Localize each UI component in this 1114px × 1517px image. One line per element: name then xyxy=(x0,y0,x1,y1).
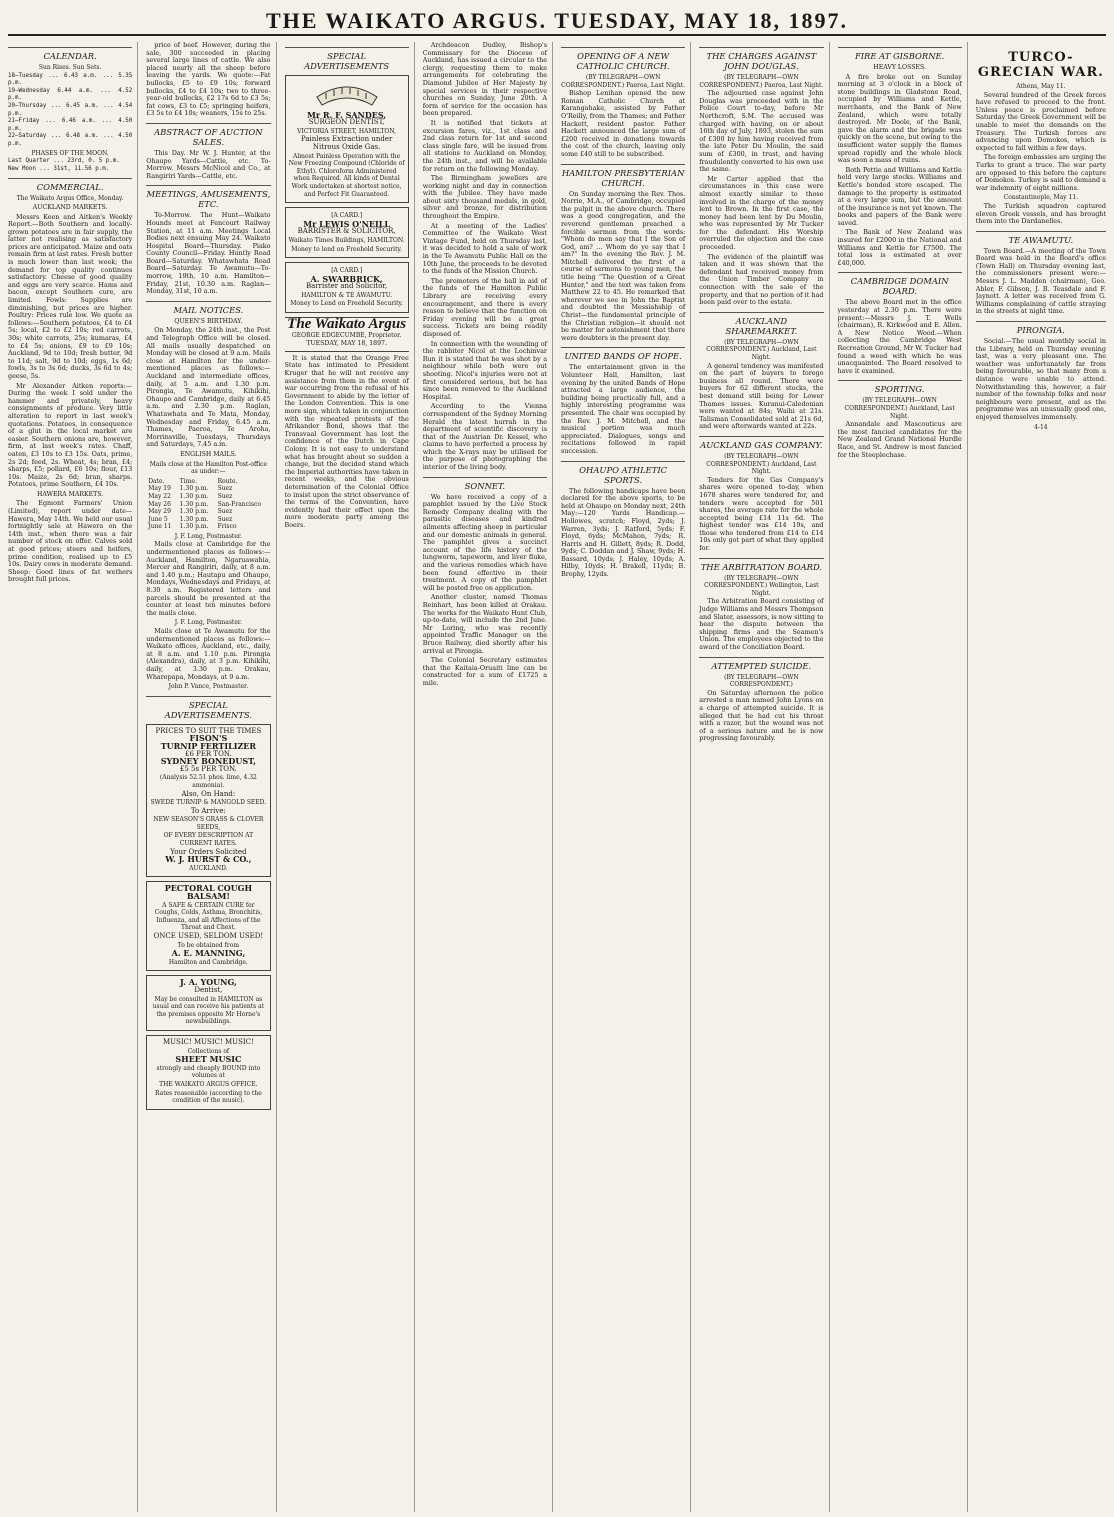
advert-line: J. A. YOUNG, xyxy=(179,977,237,988)
advert-line: Also, On Hand: xyxy=(181,789,236,798)
news-paragraph: Tenders for the Gas Company's shares were opened to-day, when 1678 shares were tendered for, and tenders were accepted for 501 shares, the average rate for the whole accepted being £14 11s 6d. The highest tender was £14 19s, and those who tendered from £14 to £14 10s only got part of what they applied for. xyxy=(699,475,824,553)
hawera-text: The Egmont Farmers' Union (Limited), report under date—Hawera, May 14th. We held our usual fortnightly sale at Hawera on the 14th inst., when there was a fair number of stock on offer. Calves sold at good prices; steers and heifers, prime condition, realised up to £5 10s. Dairy cows in moderate demand. Sheep: Good lines of fat wethers brought full prices. xyxy=(8,499,133,584)
advert-line: MUSIC! MUSIC! MUSIC! xyxy=(162,1037,254,1046)
news-paragraph: Several hundred of the Greek forces have refused to proceed to the front. Unless peace is proclaimed before Saturday the Greek Government will be unable to meet the demands on the Treasury. The Turkish forces are advancing upon Domokos, which is expected to fall within a few days. xyxy=(975,90,1106,152)
denture-icon xyxy=(312,79,382,109)
hawera-heading: HAWERA MARKETS. xyxy=(36,490,104,498)
moon-heading: PHASES OF THE MOON. xyxy=(31,149,109,157)
english-mail-heading: ENGLISH MAILS. xyxy=(180,450,237,458)
table-cell: Suez xyxy=(217,485,233,493)
advert-line: SYDNEY BONEDUST, xyxy=(160,756,256,767)
table-cell: June 11 xyxy=(148,523,172,531)
market-text: Mr Alexander Aitken reports:—During the week I sold under the hammer and privately, heavy consignments of produce. Very little alteration to report in last week's quotations. Potatoes, in consequence of a glut in the local market are easier. Southern onions are, however, firm, at last week's rates. Chaff, oaten, £3 10s to £3 15s. Oats, prime, 2s 2d; feed, 2s. Wheat, 4s; bran, £4; sharps, £5; pollard, £6 10s; flour, £13 10s. Maize, 2s 6d; bran, sharps. Potatoes, prime Southern, £4 10s. xyxy=(8,381,133,489)
news-paragraph: It is notified that tickets at excursion fares, viz., 1st class and 2nd class return for 1st and second class single fare, will be issued from all stations to Auckland on Monday, the 24th inst., and will be available for return on the following Monday. xyxy=(422,118,547,173)
news-paragraph: The evidence of the plaintiff was taken and it was shown that the defendant had received money from the Union Timber Company in connection with the sale of the property, and that no portion of it had been paid over to the estate. xyxy=(699,252,824,307)
article-heading: FIRE AT GISBORNE. xyxy=(838,47,962,61)
auction-heading: ABSTRACT OF AUCTION SALES. xyxy=(146,123,270,147)
closing-mark: 4-14 xyxy=(1034,423,1048,431)
calendar-row: 19—Wednesday 6.44 a.m. ... 4.52 p.m. xyxy=(8,87,133,102)
table-row xyxy=(146,523,270,531)
news-paragraph: A fire broke out on Sunday morning at 3 o'clock in a block of stone buildings in Gladstone Road, occupied by Williams and Kettle, merchants, and the Bank of New Zealand, which were totally destroyed. Mr Doole, of the Bank, gave the alarm and the brigade was quickly on the scene, but owing to the insufficient water supply the flames spread rapidly and the whole block was soon a mass of ruins. xyxy=(837,72,962,165)
table-cell: May 29 xyxy=(148,508,171,516)
news-paragraph: The entertainment given in the Volunteer Hall, Hamilton, last evening by the united Bands of Hope attracted a large audience, the building being practically full, and a highly interesting programme was presented. The chair was occupied by the Rev. J. M. Mitchell, and the musical portion was much appreciated. Dialogues, songs and recitations followed in rapid succession. xyxy=(561,363,686,455)
table-cell: 1.30 p.m. xyxy=(179,492,209,500)
news-paragraph: In connection with the wounding of the rabbiter Nicol at the Lochinvar Run it is stated that he was shot by a neighbour while both were out shooting. Nicol's injuries were not at first considered serious, but he has since been removed to the Auckland Hospital. xyxy=(422,339,547,401)
article-heading: UNITED BANDS OF HOPE. xyxy=(561,347,685,361)
news-paragraph: On Sunday morning the Rev. Thos. Norrie, M.A., of Cambridge, occupied the pulpit in the above church. There was a good congregation, and the reverend gentleman preached a forcible sermon from the words: "Whom do men say that I the Son of God, am? ... Whom do ye say that I am?" In the evening the Rev. J. M. Mitchell delivered the first of a course of sermons to young men, the title being "The Question of a Great Hunter," and the text was taken from Matthew 22 to 45. He remarked that wherever we see in John the Baptist and doubted the Messiahship of Christ—the fundamental principle of the Christian religion—it should not be matter for astonishment that there were doubters in the present day. xyxy=(561,189,686,342)
table-row xyxy=(146,493,270,501)
table-cell: San-Francisco xyxy=(217,500,261,508)
table-cell: 1.30 p.m. xyxy=(179,515,209,523)
dentist-young-advert xyxy=(146,975,270,1031)
advert-line: To Arrive: xyxy=(190,806,226,815)
special-ads-heading: SPECIAL ADVERTISEMENTS. xyxy=(146,696,270,720)
news-paragraph: The adjourned case against John Douglas was proceeded with in the Police Court to-day, before Mr Northcroft, S.M. The accused was charged with having, on or about 16th day of July, 1893, stolen the sum of £300 by him having received from the late Peter Du Moulin, the said sum of £300, in trust, and having fraudulently converted to his own use the same. xyxy=(699,89,824,174)
meetings-heading: MEETINGS, AMUSEMENTS, ETC. xyxy=(146,185,270,209)
publication-date: TUESDAY, MAY 18, 1897. xyxy=(306,340,387,348)
sonnet-heading: SONNET. xyxy=(423,477,547,491)
postmaster-sign: J. F. Long, Postmaster. xyxy=(174,532,242,540)
awamutu-mail-text: Mails close at Te Awamutu for the undermentioned places as follows:—Waikato offices, Auckland, etc., daily, at 8 a.m. and 1.10 p.m. Pirongia (Alexandra), daily, at 3 p.m. Kihikihi, daily, at 3.30 p.m. Orakau, Wharepapa, Mondays, at 9 a.m. xyxy=(146,627,271,681)
article-heading: AUCKLAND SHAREMARKET. xyxy=(699,312,823,336)
calendar-row: 21—Friday ... 6.46 a.m. ... 4.50 p.m. xyxy=(8,118,133,132)
english-mail-sub: Mails close at the Hamilton Post-office as under:— xyxy=(149,460,268,476)
advert-line: SURGEON DENTIST, xyxy=(308,118,385,127)
advert-line: TURNIP FERTILIZER xyxy=(160,740,257,751)
mail-text: On Monday, the 24th inst., the Post and Telegraph Office will be closed. All mails usually despatched on Monday will be closed at 9 a.m. Mails close at Hamilton for the under-mentioned places as follows:—Auckland and intermediate offices, daily, at 5 a.m. and 1.30 p.m. Pirongia, Te Awamutu, Kihikihi, Ohaupo and Cambridge, daily at 6.45 a.m. and 2.30 p.m. Raglan, Whatawhata and Te Mata, Monday, Wednesday and Friday, 6.45 a.m. Thames, Paeroa, Te Aroha, Morrinsville, Tuesdays, Thursdays and Saturdays, 7.45 a.m. xyxy=(146,326,271,449)
news-paragraph: The Birmingham jewellers are working night and day in connection with the Jubilee. They have made about sixty thousand medals, in gold, silver and bronze, for distribution throughout the Empire. xyxy=(422,174,547,221)
advert-line: Dentist, xyxy=(194,985,223,994)
calendar-row: 20—Thursday ... 6.45 a.m. ... 4.54 p.m. xyxy=(8,102,133,117)
swarbrick-card xyxy=(285,262,409,313)
advert-line: VICTORIA STREET, HAMILTON, xyxy=(297,127,397,135)
calendar-row: 18—Tuesday ... 6.43 a.m. ... 5.35 p.m. xyxy=(8,72,133,87)
table-cell: June 5 xyxy=(148,515,168,523)
news-paragraph: Social.—The usual monthly social in the Library, held on Thursday evening last, was a very pleasant one. The weather was unfortunately far from being favourable, so that many from a distance were unable to attend. Notwithstanding this, however, a fair number of the township folks and near neighbours were present, and as the programme was an unusually good one, enjoyed themselves immensely. xyxy=(975,337,1106,421)
news-paragraph: The following handicaps have been declared for the above sports, to be held at Ohaupo on Monday next, 24th May:—120 Yards Handicap.—Hollowes, scratch; Floyd, 2yds; J. Warren, 3yds; J. Ratford, 5yds; F. Floyd, 6yds; McMahon, 7yds; R. Harris and H. Gillett, 8yds; R. Dodd, 9yds; C. Doddan and J. Shaw, 9yds; H. Bassard, 10yds; J. Haley, 10yds; A. Hilby, 10yds; H. Brakell, 11yds; B. Brophy, 12yds. xyxy=(561,486,686,579)
advert-line: Collections of xyxy=(187,1047,230,1055)
table-cell: Suez xyxy=(217,492,233,500)
article-heading: ATTEMPTED SUICIDE. xyxy=(699,657,823,671)
advert-line: Mr LEWIS O'NEILL xyxy=(303,218,390,229)
table-row xyxy=(146,485,270,493)
news-paragraph: The promoters of the ball in aid of the funds of the Hamilton Public Library are receiving every encouragement, and there is every reason to believe that the function on Friday evening will be a great success. Tickets are being readily disposed of. xyxy=(422,276,547,338)
news-paragraph: Bishop Lenihan opened the new Roman Catholic Church at Karangahake, assisted by Father O'Reilly, from the Thames; and Father Hackett, resident pastor. Father Hackett announced the large sum of £200 received in donations towards the cost of the church, leaving only some £40 still to be subscribed. xyxy=(561,89,686,158)
postmaster-sign: John P. Vance, Postmaster. xyxy=(168,683,249,691)
advert-line: [A CARD.] xyxy=(331,212,363,220)
news-paragraph: A general tendency was manifested on the part of buyers to forego business all round. There were buyers for 62 different stocks, the best demand still being for Lower Thames issues. Kuranui-Caledonian were wanted at 84s; Waihi at 21s. Talisman Consolidated sold at 21s 6d, and were afterwards wanted at 22s. xyxy=(699,361,824,431)
columns xyxy=(8,42,1106,1512)
advert-line: HAMILTON & TE AWAMUTU. xyxy=(301,291,393,299)
calendar-header: Sun Rises. Sun Sets. xyxy=(38,64,102,71)
article-dateline: (BY TELEGRAPH—OWN CORRESPONDENT.) Paeroa, Last Night. xyxy=(699,74,824,89)
column-3 xyxy=(285,42,415,1512)
table-header: Route. xyxy=(217,477,238,485)
masthead: THE WAIKATO ARGUS. TUESDAY, MAY 18, 1897. xyxy=(8,6,1106,36)
advert-line: NEW SEASON'S GRASS & CLOVER SEEDS, xyxy=(153,816,264,831)
mail-heading: MAIL NOTICES. xyxy=(146,301,270,315)
article-heading: OHAUPO ATHLETIC SPORTS. xyxy=(561,461,685,485)
news-paragraph: The foreign embassies are urging the Turks to grant a truce. The war party are opposed to this before the capture of Domokos. Turkey is said to demand a war indemnity of eight millions. xyxy=(975,153,1106,192)
advert-line: A. E. MANNING, xyxy=(171,948,246,959)
sandes-dentist-advert xyxy=(285,75,409,203)
table-header: Date. xyxy=(148,477,165,485)
advert-line: Mr R. F. SANDES, xyxy=(307,109,387,120)
advert-line: SHEET MUSIC xyxy=(175,1054,242,1065)
article-dateline: (BY TELEGRAPH—OWN CORRESPONDENT.) Paeroa, Last Night. xyxy=(561,74,686,89)
table-cell: May 26 xyxy=(148,500,171,508)
news-paragraph: Another cluster, named Thomas Reinhart, has been killed at Orakau. The works for the Waikato Hunt Club, up-to-date, will include the 2nd June. Mr Loring, who was recently appointed Traffic Manager on the Bruce Railway, died shortly after his arrival at Pirongia. xyxy=(422,593,547,655)
article-heading: SPORTING. xyxy=(838,380,962,394)
advert-line: BALSAM! xyxy=(186,891,230,902)
article-heading: CAMBRIDGE DOMAIN BOARD. xyxy=(838,272,962,296)
advert-line: PECTORAL COUGH xyxy=(164,883,253,894)
moon-row: Last Quarter ... 23rd, 0. 5 p.m. xyxy=(8,158,120,165)
news-paragraph: The Bank of New Zealand was insured for £2000 in the National and Williams and Kettle for £7500. The total loss is estimated at over £40,000. xyxy=(837,228,962,267)
article-heading: HAMILTON PRESBYTERIAN CHURCH. xyxy=(561,164,685,188)
advert-line: SWEDE TURNIP & MANGOLD SEED. xyxy=(150,799,267,807)
commercial-text: Messrs Keen and Aitken's Weekly Report.—Both Southern and locally-grown potatoes are in fair supply, the latter not realising as satisfactory prices are anticipated. Maize and oats remain firm at last rates. Fresh butter is much lower than last week; the demand for top quality continues satisfactory. Cheese of good quality and eggs are very scarce. Hams and bacon, except Southern cure, are limited. Fowls: Supplies are diminishing, but prices are higher. Poultry: Prices rule low. We quote as follows:—Southern potatoes, £4 to £4 5s; local, £2 to £2 10s; red carrots, 30s; white carrots, 25s; kumaras, £4 to £4 5s; onions, £9 to £9 10s; Auckland, 9d to 10d; fresh butter, 9d to 11d; salt, 9d to 10d; eggs, 1s 6d; fowls, 3s to 3s 6d; ducks, 3s 6d to 4s; geese, 5s. xyxy=(8,212,133,380)
table-row xyxy=(146,501,270,509)
column-2 xyxy=(146,42,276,1512)
table-cell: May 22 xyxy=(148,492,171,500)
advert-line: Painless Extraction under Nitrous Oxide Gas. xyxy=(300,135,393,151)
auction-text: This Day. Mr W. J. Hunter, at the Ohaupo Yards—Cattle, etc. To-Morrow. Messrs McNicol and Co., at Rangiriri Yards—Cattle, etc. xyxy=(146,148,271,180)
table-row xyxy=(146,508,270,516)
news-paragraph: Town Board.—A meeting of the Town Board was held in the Board's office (Town Hall) on Thursday evening last, the commissioners present were:—Messrs J. L. Madden (chairman), Geo. Abler, F. Gibson, J. B. Teasdale and F. Jaynott. A letter was received from G. Williams complaining of cattle straying in the streets at night time. xyxy=(975,246,1106,316)
advert-line: ONCE USED, SELDOM USED! xyxy=(153,932,264,940)
calendar-row: 22—Saturday ... 6.48 a.m. ... 4.50 p.m. xyxy=(8,133,133,147)
article-subheading: HEAVY LOSSES. xyxy=(873,64,926,71)
article-heading: PIRONGIA. xyxy=(976,321,1106,335)
advert-line: Your Orders Solicited xyxy=(170,847,247,856)
meetings-text: To-Morrow. The Hunt—Waikato Hounds meet at Fencourt Railway Station, at 11 a.m. Meetings Local Bodies next ensuing May 24. Waikato Hospital Board—Thursday. Piako County Council—Friday. Huntly Road Board—Saturday. Whatawhata Road Board—Saturday. Te Awamutu—To-morrow, 19th, 10 a.m. Hamilton—Friday, 21st, 10.30 a.m. Raglan—Monday, 31st, 10 a.m. xyxy=(146,211,271,296)
advert-line: Waikato Times Buildings, HAMILTON. xyxy=(288,236,405,244)
news-paragraph: Archdeacon Dudley, Bishop's Commissary for the Diocese of Auckland, has issued a circular to the clergy, requesting them to make arrangements for celebrating the Diamond Jubilee of Her Majesty by special services in their respective churches on Sunday, June 20th. A form of service for the occasion has been prepared. xyxy=(422,42,547,118)
article-dateline: (BY TELEGRAPH—OWN CORRESPONDENT.) Wellington, Last Night. xyxy=(704,574,819,597)
advert-line: W. J. HURST & CO., xyxy=(165,854,252,865)
column-8 xyxy=(976,42,1106,1512)
news-paragraph: The above Board met in the office yesterday at 2.30 p.m. There were present:—Messrs J. T. Wells (chairman), R. Kirkwood and E. Allen. A New Notice Wood.—When collecting the Cambridge West Recreation Ground, Mr W. Tucker had found a weed with which he was unacquainted. The Board resolved to have it examined. xyxy=(837,298,962,375)
postmaster-sign: J. F. Long, Postmaster. xyxy=(174,619,242,627)
table-cell: Frisco xyxy=(217,523,237,531)
english-mail-table xyxy=(146,478,270,531)
table-cell: Suez xyxy=(217,508,233,516)
sheet-music-advert xyxy=(146,1035,270,1110)
advert-line: £5 5s PER TON. xyxy=(179,764,237,773)
article-heading: OPENING OF A NEW CATHOLIC CHURCH. xyxy=(561,47,685,71)
publication-proprietor: GEORGE EDGECUMBE, Proprietor. xyxy=(291,331,402,339)
advert-line: £6 PER TON. xyxy=(184,749,232,758)
moon-row: New Moon ... 31st, 11.56 p.m. xyxy=(8,165,110,172)
fisons-advert xyxy=(146,724,270,878)
article-heading: AUCKLAND GAS COMPANY. xyxy=(699,436,823,450)
table-cell: 1.30 p.m. xyxy=(179,500,209,508)
column-7 xyxy=(838,42,968,1512)
commercial-heading: COMMERCIAL. xyxy=(8,178,132,192)
column-6 xyxy=(699,42,829,1512)
calendar-heading: CALENDAR. xyxy=(8,47,132,61)
table-cell: May 19 xyxy=(148,485,171,493)
advert-line: (Analysis 52.51 phos. lime, 4.32 ammonia). xyxy=(159,774,257,789)
article-dateline: (BY TELEGRAPH—OWN CORRESPONDENT.) xyxy=(724,673,799,689)
news-paragraph: According to the Vienna correspondent of the Sydney Morning Herald the latest hurrah in the department of scientific discovery is that of the Austrian Dr. Kessel, who claims to have perfected a process by which the X-rays may be utilised for the purpose of photographing the interior of the living body. xyxy=(422,402,547,472)
advert-line: PRICES TO SUIT THE TIMES xyxy=(155,726,262,735)
news-paragraph: At a meeting of the Ladies' Committee of the Waikato West Vintage Fund, held on Thursday last, it was decided to hold a sale of work in the Te Awamutu Public Hall on the 10th June, the proceeds to be devoted to the funds of the Mission Church. xyxy=(422,221,547,276)
article-dateline: (BY TELEGRAPH—OWN CORRESPONDENT.) Auckland, Last Night. xyxy=(706,338,817,361)
table-row xyxy=(146,516,270,524)
news-paragraph: We have received a copy of a pamphlet issued by the Live Stock Remedy Company dealing with the parasitic diseases and kindred ailments affecting sheep in particular and our domestic animals in general. The pamphlet gives a succinct account of the life history of the lungworm, tapeworm, and liver fluke, and the various remedies which have been found effective in their treatment. A copy of the pamphlet will be posted free on application. xyxy=(422,492,547,592)
advert-line: A. SWARBRICK, xyxy=(310,273,383,284)
advert-line: A SAFE & CERTAIN CURE for Coughs, Colds, Asthma, Bronchitis, Influenza, and all Affections of the Throat and Chest. xyxy=(154,901,263,932)
table-cell: 1.30 p.m. xyxy=(179,508,209,516)
table-header: Time. xyxy=(179,477,197,485)
advert-line: AUCKLAND. xyxy=(189,864,228,872)
advert-line: strongly and cheaply BOUND into volumes at xyxy=(156,1064,261,1080)
article-dateline: (BY TELEGRAPH—OWN CORRESPONDENT.) Auckland, Last Night. xyxy=(844,397,955,420)
leader-article: It is stated that the Orange Free State has intimated to President Kruger that he will not receive any assistance from them in the event of war occurring from the refusal of his Government to abide by the letter of the London Convention. This is one more sign, which taken in conjunction with the repeated protests of the Afrikander Bond, shows that the Transvaal Government has lost the confidence of the Dutch in Cape Colony. It is not easy to understand what has brought about so sudden a change, but the decided stand which the Imperial authorities have taken in recent weeks, and the obvious determination of the Colonial Office to insist upon the strict observance of the terms of the Convention, have evidently had their effect upon the more moderate party among the Boers. xyxy=(284,353,409,529)
article-heading: THE ARBITRATION BOARD. xyxy=(699,558,823,572)
advert-line: Almost Painless Operation with the New Freezing Compound (Chloride of Ethyl). Chloroform Administered when Required. All kinds of Dental Work undertaken at shortest notice, and Perfect Fit Guaranteed. xyxy=(288,152,405,198)
advert-line: Rates reasonable (according to the condition of the music). xyxy=(154,1089,262,1105)
news-paragraph: Both Pettie and Williams and Kettle held very large stocks. Williams and Kettle's bonded store escaped. The damage to the property is estimated at a very large sum, but the amount of the insurance is not yet known. The books and papers of the Bank were saved. xyxy=(837,165,962,227)
advert-line: Money to Lend on Freehold Security. xyxy=(290,300,404,308)
advert-line: Barrister and Solicitor, xyxy=(306,282,388,291)
advert-line: May be consulted in HAMILTON as usual and can receive his patients at the premises opposite Mr Horne's newsbuildings. xyxy=(152,995,265,1026)
article-heading: TE AWAMUTU. xyxy=(976,231,1106,245)
advert-line: Hamilton and Cambridge. xyxy=(168,958,248,966)
table-cell: 1.30 p.m. xyxy=(179,485,209,493)
article-heading: TURCO-GRECIAN WAR. xyxy=(977,50,1104,80)
commercial-dateline: The Waikato Argus Office, Monday. xyxy=(16,195,124,203)
advert-line: THE WAIKATO ARGUS OFFICE. xyxy=(159,1080,258,1088)
news-paragraph: Annandale and Mascouticus are the most fancied candidates for the New Zealand Grand National Hurdle Race, and St. Andrew is most fancied for the Steeplechase. xyxy=(837,420,962,459)
cambridge-mail-text: Mails close at Cambridge for the undermentioned places as follows:—Auckland, Hamilton, Ngaruawahia, Mercer and Rangiriri, daily, at 8 a.m. and 1.40 p.m.; Hautapu and Ohaupo, Mondays, Wednesdays and Fridays, at 8.30 a.m. Registered letters and parcels should be presented at the counter at least ten minutes before the mails close. xyxy=(146,540,271,617)
column-1 xyxy=(8,42,138,1512)
news-paragraph: Mr Carter applied that the circumstances in this case were almost exactly similar to those involved in the charge of the money lent to Brown. In the first case, the money had been lent by Du Moulin, who was represented by Mr Tucker for the defendant. His Worship overruled the objection and the case proceeded. xyxy=(699,174,824,252)
advert-line: Money to lend on Freehold Security. xyxy=(291,245,402,253)
column-4 xyxy=(423,42,553,1512)
advert-line: [A CARD.] xyxy=(331,267,363,275)
news-paragraph: On Saturday afternoon the police arrested a man named John Lyons on a charge of attempted suicide. It is alleged that he had cut his throat with a razor, but the wound was not of a serious nature and he is now progressing favourably. xyxy=(699,688,824,743)
table-cell: Suez xyxy=(217,515,233,523)
advert-line: FISON'S xyxy=(189,733,228,744)
news-paragraph: The Arbitration Board consisting of Judge Williams and Messrs Thompson and Slater, assessors, is now sitting to hear the dispute between the shipping firms and the Seamen's Union. The employees objected to the award of the Conciliation Board. xyxy=(699,597,824,651)
publication-title: The Waikato Argus xyxy=(287,316,407,333)
commercial-sub: AUCKLAND MARKETS. xyxy=(32,203,108,211)
article-heading: THE CHARGES AGAINST JOHN DOUGLAS. xyxy=(699,47,823,71)
pectoral-advert xyxy=(146,881,270,971)
advert-line: OF EVERY DESCRIPTION AT CURRENT RATES. xyxy=(163,832,254,848)
advert-line: To be obtained from xyxy=(177,941,240,949)
advert-line: BARRISTER & SOLICITOR, xyxy=(297,227,396,236)
news-paragraph: The Turkish squadron captured eleven Greek vessels, and has brought them into the Dardanelles. xyxy=(975,201,1106,226)
table-cell: 1.30 p.m. xyxy=(179,523,209,531)
article-dateline: Constantinople, May 11. xyxy=(1003,194,1079,202)
divider xyxy=(285,351,409,352)
oneill-card xyxy=(285,207,409,258)
table-header-row xyxy=(146,478,270,486)
mail-sub: QUEEN'S BIRTHDAY. xyxy=(174,317,243,325)
column-5 xyxy=(561,42,691,1512)
special-ads-heading: SPECIAL ADVERTISEMENTS xyxy=(285,47,409,71)
news-paragraph: The Colonial Secretary estimates that the Kaitaia-Oruaiti line can be constructed for a sum of £1725 a mile. xyxy=(422,656,547,687)
price-text: price of beef. However, during the sale, 300 succeeded in placing several large lines of cattle. We also placed nearly all the sheep before leaving the yards. We quote:—Fat bullocks, £5 to £9 10s; forward bullocks, £4 to £4 10s; two to three-year-old bullocks, £2 17s 6d to £3 5s; fat cows, £3 to £5; springing heifers, £3 5s to £4 10s; weaners, 15s to 25s. xyxy=(146,42,271,118)
article-dateline: Athens, May 11. xyxy=(1016,83,1066,90)
article-dateline: (BY TELEGRAPH—OWN CORRESPONDENT.) Auckland, Last Night. xyxy=(706,452,817,476)
